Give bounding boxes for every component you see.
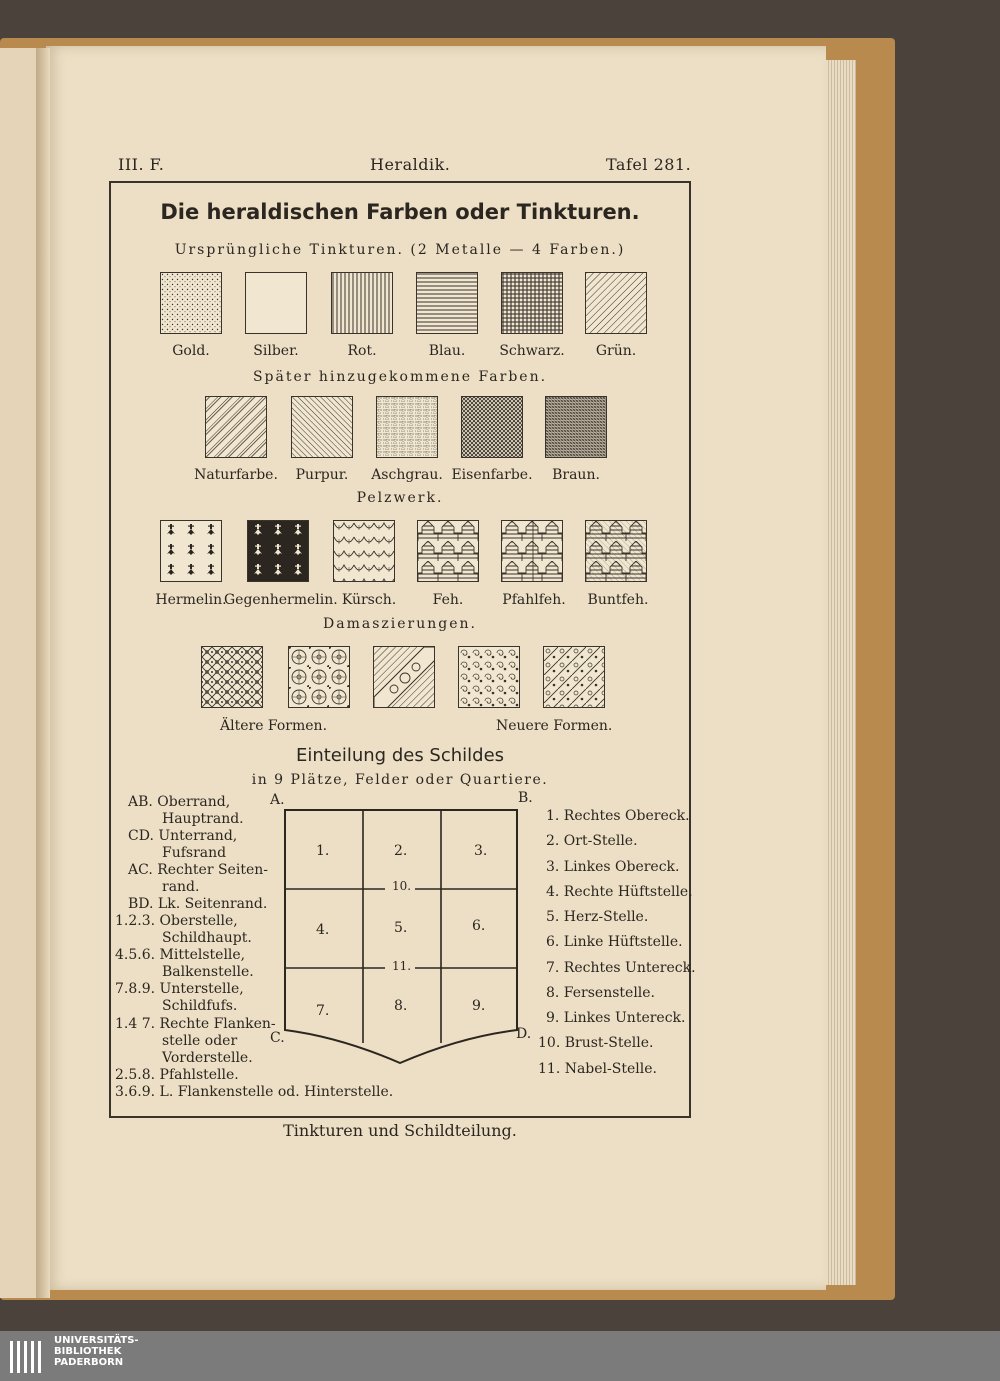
label-green: Grün.: [595, 343, 637, 359]
swatch-brown: [545, 396, 607, 458]
swatch-damask-new-1: [458, 646, 520, 708]
legend-left-7: 1.2.3. Oberstelle,: [115, 913, 238, 929]
field-1: 1.: [316, 843, 330, 859]
legend-right-7: 8. Fersenstelle.: [546, 985, 656, 1001]
legend-left-2: CD. Unterrand,: [128, 828, 238, 844]
header-title: Heraldik.: [370, 155, 451, 174]
legend-left-15: Vorderstelle.: [162, 1050, 253, 1066]
legend-left-11: 7.8.9. Unterstelle,: [115, 981, 244, 997]
section-damask: Damaszierungen.: [323, 616, 477, 632]
library-footer: [0, 1331, 1000, 1381]
field-9: 9.: [472, 998, 486, 1014]
section-furs: Pelzwerk.: [356, 490, 444, 506]
label-natural: Naturfarbe.: [194, 467, 278, 483]
legend-right-8: 9. Linkes Untereck.: [546, 1010, 686, 1026]
label-red: Rot.: [347, 343, 377, 359]
legend-left-12: Schildfufs.: [162, 998, 238, 1014]
label-purple: Purpur.: [295, 467, 349, 483]
field-8: 8.: [394, 998, 408, 1014]
legend-right-10: 11. Nabel-Stelle.: [538, 1061, 657, 1077]
section-later-colors: Später hinzugekommene Farben.: [252, 369, 548, 385]
line-10: 10.: [392, 879, 412, 893]
label-silver: Silber.: [253, 343, 299, 359]
swatch-vair-colored: [585, 520, 647, 582]
legend-right-0: 1. Rechtes Obereck.: [546, 808, 690, 824]
legend-left-4: AC. Rechter Seiten-: [128, 862, 268, 878]
header-section: III. F.: [118, 155, 165, 174]
swatch-ermine: [160, 520, 222, 582]
plate-caption: Tinkturen und Schildteilung.: [283, 1121, 517, 1140]
legend-left-3: Fufsrand: [162, 845, 227, 861]
field-6: 6.: [472, 918, 486, 934]
legend-left-16: 2.5.8. Pfahlstelle.: [115, 1067, 239, 1083]
legend-left-9: 4.5.6. Mittelstelle,: [115, 947, 246, 963]
legend-left-17: 3.6.9. L. Flankenstelle od. Hinterstelle.: [115, 1084, 394, 1100]
legend-left-0: AB. Oberrand,: [128, 794, 231, 810]
swatch-kursch: [333, 520, 395, 582]
swatch-natural: [205, 396, 267, 458]
label-brown: Braun.: [552, 467, 600, 483]
legend-right-9: 10. Brust-Stelle.: [538, 1035, 654, 1051]
library-name-line2: BIBLIOTHEK: [54, 1346, 122, 1357]
legend-left-1: Hauptrand.: [162, 811, 244, 827]
swatch-ash-grey: [376, 396, 438, 458]
line-11: 11.: [392, 959, 412, 973]
swatch-damask-old-1: [201, 646, 263, 708]
field-2: 2.: [394, 843, 408, 859]
legend-left-10: Balkenstelle.: [162, 964, 254, 980]
legend-left-5: rand.: [162, 879, 200, 895]
division-title: Einteilung des Schildes: [295, 745, 505, 766]
corner-b: B.: [518, 790, 533, 806]
label-iron: Eisenfarbe.: [451, 467, 533, 483]
legend-right-1: 2. Ort-Stelle.: [546, 833, 638, 849]
library-name: [54, 1335, 139, 1368]
label-vair: Feh.: [432, 592, 464, 608]
swatch-vair-in-pale: [501, 520, 563, 582]
swatch-vair: [417, 520, 479, 582]
library-logo-icon: [8, 1337, 48, 1377]
legend-right-5: 6. Linke Hüftstelle.: [546, 934, 683, 950]
label-vair-in-pale: Pfahlfeh.: [502, 592, 566, 608]
label-blue: Blau.: [428, 343, 466, 359]
legend-right-2: 3. Linkes Obereck.: [546, 859, 680, 875]
legend-left-6: BD. Lk. Seitenrand.: [128, 896, 268, 912]
header-plate-number: Tafel 281.: [606, 155, 692, 174]
swatch-green: [585, 272, 647, 334]
swatch-silver: [245, 272, 307, 334]
swatch-damask-old-2: [288, 646, 350, 708]
label-gold: Gold.: [172, 343, 210, 359]
swatch-counter-ermine: [247, 520, 309, 582]
library-name-line1: UNIVERSITÄTS-: [54, 1335, 139, 1346]
swatch-red: [331, 272, 393, 334]
label-damask-old: Ältere Formen.: [220, 718, 328, 734]
section-original-tinctures: Ursprüngliche Tinkturen. (2 Metalle — 4 Farben.): [174, 242, 626, 258]
swatch-black: [501, 272, 563, 334]
division-subtitle: in 9 Plätze, Felder oder Quartiere.: [251, 772, 549, 788]
label-ermine: Hermelin.: [155, 592, 227, 608]
label-counter-ermine: Gegenhermelin.: [224, 592, 338, 608]
label-damask-new: Neuere Formen.: [496, 718, 613, 734]
swatch-damask-new-2: [543, 646, 605, 708]
field-5: 5.: [394, 920, 408, 936]
legend-right-3: 4. Rechte Hüftstelle.: [546, 884, 693, 900]
swatch-damask-old-3: [373, 646, 435, 708]
corner-c: C.: [270, 1030, 285, 1046]
plate-title: Die heraldischen Farben oder Tinkturen.: [160, 200, 640, 224]
swatch-iron: [461, 396, 523, 458]
swatch-gold: [160, 272, 222, 334]
field-3: 3.: [474, 843, 488, 859]
corner-d: D.: [516, 1026, 532, 1042]
label-black: Schwarz.: [499, 343, 565, 359]
label-kursch: Kürsch.: [341, 592, 397, 608]
corner-a: A.: [270, 792, 285, 808]
legend-right-4: 5. Herz-Stelle.: [546, 909, 649, 925]
legend-left-8: Schildhaupt.: [162, 930, 252, 946]
legend-right-6: 7. Rechtes Untereck.: [546, 960, 696, 976]
label-ash-grey: Aschgrau.: [371, 467, 443, 483]
legend-left-13: 1.4 7. Rechte Flanken-: [115, 1016, 276, 1032]
legend-left-14: stelle oder: [162, 1033, 238, 1049]
swatch-blue: [416, 272, 478, 334]
library-name-line3: PADERBORN: [54, 1357, 124, 1368]
swatch-purple: [291, 396, 353, 458]
field-7: 7.: [316, 1003, 330, 1019]
field-4: 4.: [316, 922, 330, 938]
label-vair-colored: Buntfeh.: [587, 592, 649, 608]
